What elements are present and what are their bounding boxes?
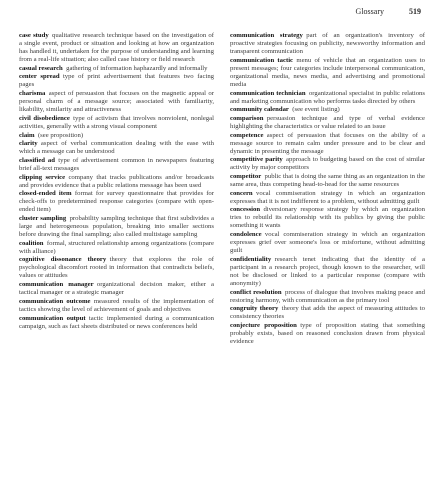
- glossary-definition: approach to budgeting based on the cost of similar activity by major competitors: [230, 156, 425, 172]
- glossary-term: center spread: [19, 73, 60, 81]
- glossary-term: coalition: [19, 239, 44, 247]
- glossary-entry: [19, 157, 214, 173]
- glossary-term: competitive parity: [230, 156, 283, 164]
- glossary-definition: (see proposition): [37, 131, 84, 139]
- glossary-term: concession: [230, 206, 261, 214]
- glossary-term: communication outcome: [19, 297, 91, 305]
- glossary-term: congruity theory: [230, 305, 279, 313]
- glossary-term: closed-ended item: [19, 190, 72, 198]
- glossary-entry: [19, 215, 214, 239]
- glossary-definition: qualitative research technique based on the investigation of a single event, product or situation and looking at how an organization has handled it, undertaken for the purpose of understanding and learning from a real-life situation; also called case history or field research: [19, 32, 214, 64]
- glossary-entry: [19, 298, 214, 314]
- glossary-entry: [19, 240, 214, 256]
- glossary-term: competitor: [230, 172, 262, 180]
- glossary-definition: gathering of information haphazardly and informally: [66, 64, 208, 72]
- glossary-entry: [19, 73, 214, 89]
- glossary-definition: type of print advertisement that features two facing pages: [19, 73, 215, 89]
- glossary-definition: company that tracks publications and/or broadcasts and provides evidence that a public relations message has been used: [19, 173, 214, 189]
- glossary-definition: formal, structured relationship among organizations (compare with alliance): [19, 239, 214, 255]
- glossary-term: concern: [230, 189, 253, 197]
- glossary-definition: public that is doing the same thing as an organization in the same area, thus competing head-to-head for the same resources: [230, 172, 425, 188]
- glossary-entry: [19, 315, 214, 331]
- glossary-term: cognitive dissonance theory: [19, 256, 107, 264]
- glossary-definition: menu of vehicle that an organization uses to present messages; four categories include interpersonal communication, organizational media, news media, and advertising and promotional media: [230, 56, 425, 88]
- glossary-entry: [230, 305, 425, 321]
- glossary-entry: [230, 173, 425, 189]
- glossary-entry: [19, 32, 214, 64]
- glossary-entry: [19, 115, 214, 131]
- glossary-term: condolence: [230, 231, 262, 239]
- glossary-term: cluster sampling: [19, 214, 67, 222]
- glossary-term: case study: [19, 32, 49, 39]
- glossary-term: competence: [230, 131, 264, 139]
- glossary-entry: [230, 156, 425, 172]
- glossary-definition: measured results of the implementation of tactics showing the level of achievement of goals and objectives: [19, 297, 214, 313]
- glossary-definition: type of advertisement common in newspapers featuring brief all-text messages: [19, 156, 214, 172]
- glossary-entry: [230, 106, 425, 114]
- glossary-definition: probability sampling technique that first subdivides a large and heterogeneous population, breaking into smaller sections before drawing the final sampling; also called multistage sampling: [19, 214, 214, 239]
- glossary-entry: [19, 90, 214, 114]
- glossary-right-column: [230, 32, 425, 347]
- glossary-term: charisma: [19, 90, 46, 98]
- glossary-term: claim: [19, 131, 35, 139]
- glossary-term: casual research: [19, 64, 63, 72]
- glossary-entry: [19, 132, 214, 140]
- glossary-term: clarity: [19, 140, 38, 148]
- glossary-entry: [230, 231, 425, 255]
- glossary-term: confidentiality: [230, 255, 272, 263]
- glossary-term: civil disobedience: [19, 114, 70, 122]
- glossary-definition: process of dialogue that involves making peace and restoring harmony, with communication as the primary tool: [230, 288, 425, 304]
- glossary-term: communication manager: [19, 281, 94, 289]
- glossary-term: community calendar: [230, 106, 289, 114]
- glossary-definition: type of activism that involves nonviolent, nonlegal activities, generally with a strong visual component: [19, 114, 214, 130]
- glossary-term: communication output: [19, 314, 86, 322]
- glossary-term: communication tactic: [230, 56, 294, 64]
- running-title: Glossary: [355, 7, 384, 16]
- glossary-entry: [230, 90, 425, 106]
- glossary-definition: theory that adds the aspect of measuring attitudes to consistency theories: [230, 305, 425, 321]
- glossary-term: communication technician: [230, 89, 306, 97]
- glossary-entry: [230, 190, 425, 206]
- glossary-term: conjecture proposition: [230, 321, 297, 329]
- glossary-entry: [230, 322, 425, 346]
- glossary-term: communication strategy: [230, 32, 303, 39]
- glossary-definition: diversionary response strategy by which an organization tries to rebuild its relationship with its publics by giving the public something it wants: [230, 206, 425, 230]
- glossary-entry: [19, 190, 214, 214]
- glossary-definition: aspect of persuasion that focuses on the magnetic appeal or personal charm of a message source; associated with familiarity, likability, similarity and attractiveness: [19, 90, 214, 114]
- glossary-entry: [230, 132, 425, 156]
- glossary-entry: [19, 174, 214, 190]
- glossary-entry: [230, 57, 425, 89]
- glossary-term: clipping service: [19, 173, 66, 181]
- glossary-entry: [230, 206, 425, 230]
- glossary-definition: part of an organization's inventory of proactive strategies focusing on publicity, newsworthy information and transparent communication: [230, 32, 426, 56]
- glossary-entry: [19, 256, 214, 280]
- glossary-definition: format for survey questionnaire that provides for check-offs to predetermined response categories (compare with open-ended item): [19, 190, 215, 214]
- glossary-definition: type of proposition stating that something probably exists, based on reasoned conclusion drawn from physical evidence: [230, 321, 425, 346]
- glossary-definition: vocal commiseration strategy in which an organization expresses that it is not indifferent to a problem, without admitting guilt: [230, 189, 425, 205]
- glossary-definition: aspect of verbal communication dealing with the ease with which a message can be understood: [19, 140, 214, 156]
- glossary-definition: theory that explores the role of psychological discomfort rooted in information that contradicts beliefs, values or attitudes: [19, 256, 215, 280]
- glossary-definition: persuasion technique and type of verbal evidence highlighting the characteristics or value related to an issue: [230, 114, 425, 130]
- glossary-term: conflict resolution: [230, 288, 282, 296]
- page-number: 519: [409, 7, 421, 16]
- glossary-entry: [19, 140, 214, 156]
- glossary-definition: (see event listing): [292, 106, 340, 114]
- glossary-term: classified ad: [19, 156, 55, 164]
- glossary-definition: tactic implemented during a communication campaign, such as fact sheets distributed or news conferences held: [19, 314, 214, 330]
- glossary-entry: [230, 256, 425, 288]
- glossary-definition: organizational specialist in public relations and marketing communication who performs tasks directed by others: [230, 89, 425, 105]
- glossary-entry: [230, 115, 425, 131]
- glossary-definition: research tenet indicating that the identity of a participant in a research project, though known to the researcher, will not be disclosed or linked to a particular response (compare with anonymity): [230, 255, 425, 287]
- glossary-left-column: [19, 32, 214, 331]
- glossary-entry: [19, 65, 214, 73]
- glossary-entry: [19, 281, 214, 297]
- glossary-definition: aspect of persuasion that focuses on the ability of a message source to remain calm under pressure and to be clear and dynamic in presenting the message: [230, 131, 425, 155]
- running-header: [0, 7, 442, 21]
- glossary-term: comparison: [230, 114, 264, 122]
- glossary-entry: [230, 289, 425, 305]
- glossary-entry: [230, 32, 425, 56]
- glossary-definition: vocal commiseration strategy in which an organization expresses grief over someone's loss or misfortune, without admitting guilt: [230, 231, 425, 255]
- glossary-definition: organizational decision maker, either a tactical manager or a strategic manager: [19, 281, 214, 297]
